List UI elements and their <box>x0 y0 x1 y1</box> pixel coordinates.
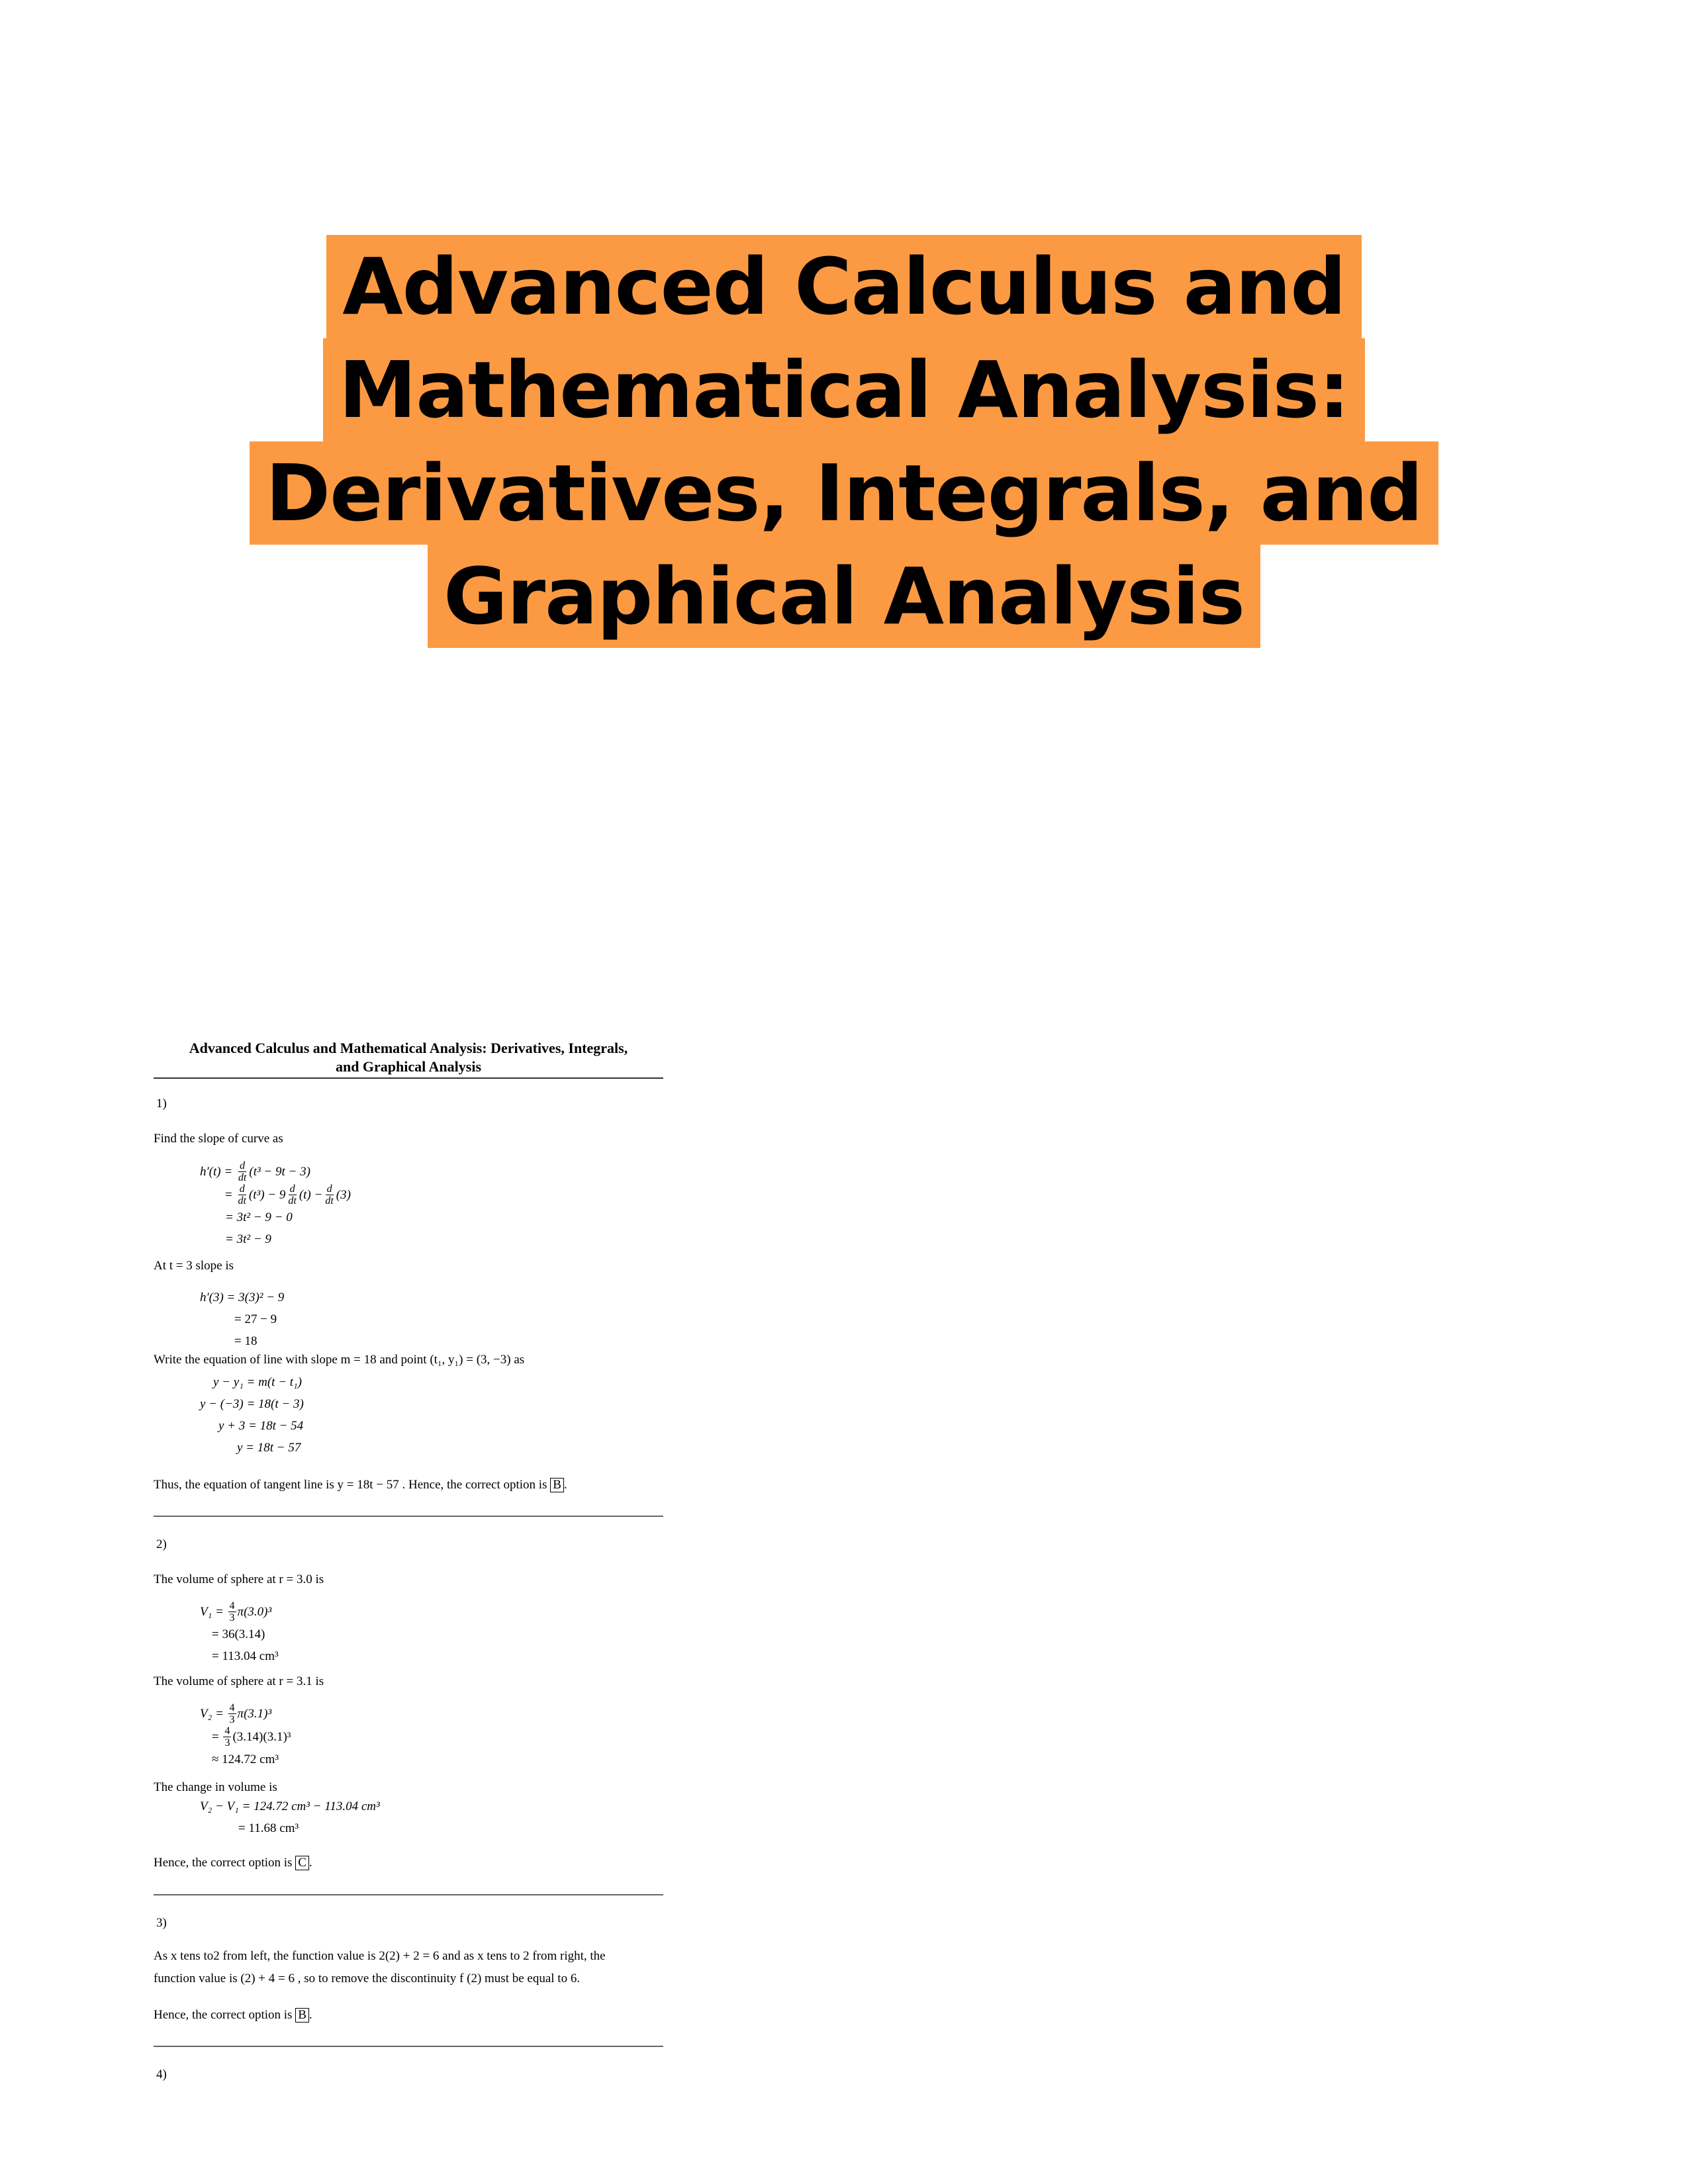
q3-text-1: As x tens to2 from left, the function value is 2(2) + 2 = 6 and as x tens to 2 from right, the <box>154 1948 606 1963</box>
question-1-number: 1) <box>156 1097 167 1111</box>
q1-answer-box: B <box>550 1478 564 1492</box>
q2-change-work: V₂ − V₁ = 124.72 cm³ − 113.04 cm³ = 11.68 cm³ <box>200 1799 380 1836</box>
q3-conclusion: Hence, the correct option is B . <box>154 2007 312 2022</box>
question-2-number: 2) <box>156 1537 167 1552</box>
q2-intro-1: The volume of sphere at r = 3.0 is <box>154 1572 324 1587</box>
q1-conclusion: Thus, the equation of tangent line is y = 18t − 57 . Hence, the correct option is B . <box>154 1477 567 1492</box>
q1-derivative-work: h′(t) = $\frac{d}{dt}$ (t³ − 9t − 3) = $\frac{d}{dt}$ (t³) − 9 $\frac{d}{dt}$ (t) − $\frac{d}{dt}$ (3) = 3t² − 9 − 0 = 3t² − 9 <box>200 1160 351 1247</box>
q1-line-work: y − y₁ = m(t − t₁) y − (−3) = 18(t − 3) y + 3 = 18t − 54 y = 18t − 57 <box>200 1375 304 1455</box>
sheet-title: Advanced Calculus and Mathematical Analysis: Derivatives, Integrals, and Graphical Analysis <box>154 1039 663 1079</box>
cover-title <box>0 235 1688 648</box>
q2-answer-box: C <box>295 1856 309 1870</box>
q2-change-intro: The change in volume is <box>154 1780 277 1794</box>
q3-text-2: function value is (2) + 4 = 6 , so to remove the discontinuity f (2) must be equal to 6. <box>154 1971 581 1985</box>
cover-title-line-4: Graphical Analysis <box>428 545 1260 648</box>
cover-title-line-3: Derivatives, Integrals, and <box>250 441 1438 545</box>
q2-volume-2-work: V₂ = $\frac{4}{3}$ π(3.1)³ = $\frac{4}{3}$ (3.14)(3.1)³ ≈ 124.72 cm³ <box>200 1702 291 1766</box>
divider <box>154 1894 663 1895</box>
q1-slope-work: h′(3) = 3(3)² − 9 = 27 − 9 = 18 <box>200 1291 285 1349</box>
q3-answer-box: B <box>295 2008 309 2023</box>
q2-intro-2: The volume of sphere at r = 3.1 is <box>154 1674 324 1688</box>
q1-at-t: At t = 3 slope is <box>154 1259 234 1273</box>
divider <box>154 2046 663 2047</box>
question-4-number: 4) <box>156 2068 167 2082</box>
q1-line-text: Write the equation of line with slope m = 18 and point (t₁, y₁) = (3, −3) as <box>154 1353 525 1367</box>
q2-conclusion: Hence, the correct option is C . <box>154 1856 312 1870</box>
solution-sheet <box>154 1039 663 2102</box>
cover-title-line-1: Advanced Calculus and <box>326 235 1361 338</box>
question-3-number: 3) <box>156 1915 167 1930</box>
q1-intro: Find the slope of curve as <box>154 1131 283 1146</box>
cover-title-line-2: Mathematical Analysis: <box>323 338 1365 441</box>
divider <box>154 1516 663 1517</box>
q2-volume-1-work: V₁ = $\frac{4}{3}$ π(3.0)³ = 36(3.14) = 113.04 cm³ <box>200 1600 279 1663</box>
